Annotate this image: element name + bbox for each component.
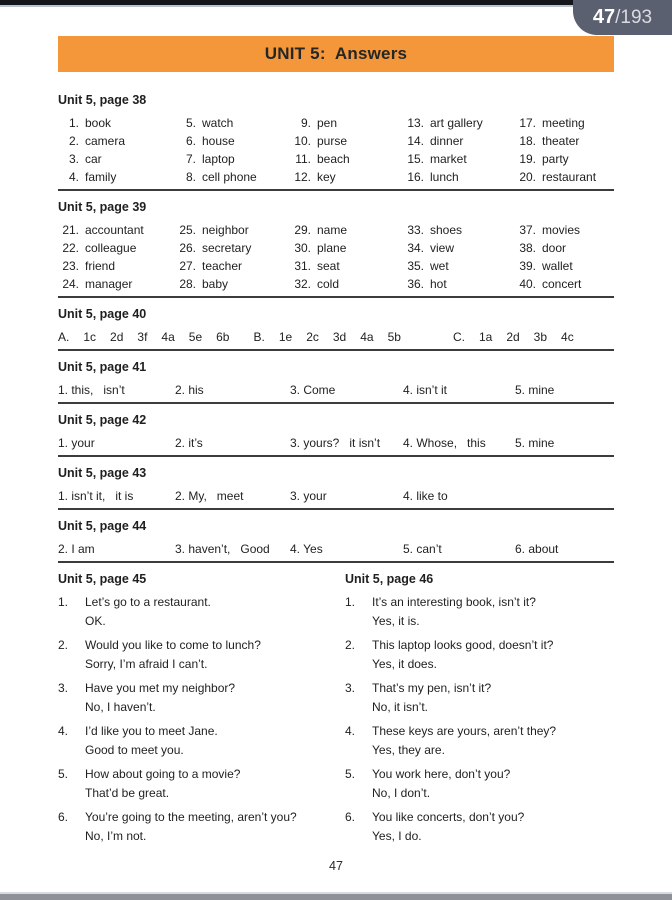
- qa-number: 3.: [58, 681, 69, 695]
- page-counter-badge: [573, 0, 672, 35]
- item-word: restaurant: [542, 170, 597, 184]
- qa-item: [58, 679, 345, 717]
- section-title: Unit 5, page 40: [58, 307, 147, 321]
- qa-number: 4.: [58, 724, 69, 738]
- page-counter-total: /193: [615, 6, 653, 28]
- letter-answer: 1a: [478, 330, 493, 344]
- item-number: 6.: [185, 134, 196, 148]
- item-number: 18.: [519, 134, 536, 148]
- answer-section: [58, 199, 614, 298]
- word-column: [515, 114, 614, 186]
- inline-answer: 5. mine: [515, 383, 555, 397]
- qa-number: 3.: [345, 681, 356, 695]
- item-word: market: [430, 152, 467, 166]
- answer-section: [58, 306, 614, 351]
- item-word: seat: [317, 259, 340, 273]
- word-item: [290, 239, 403, 257]
- qa-number: 2.: [345, 638, 356, 652]
- inline-answer-row: [58, 381, 614, 399]
- item-word: purse: [317, 134, 348, 148]
- word-item: [515, 114, 614, 132]
- item-word: cell phone: [202, 170, 257, 184]
- qa-question: How about going to a movie?: [85, 767, 241, 781]
- qa-number: 4.: [345, 724, 356, 738]
- inline-answer: 3. yours? it isn’t: [290, 436, 381, 450]
- word-item: [403, 150, 515, 168]
- inline-answer-row: [58, 487, 614, 505]
- qa-answer: OK.: [85, 614, 106, 628]
- word-item: [515, 257, 614, 275]
- word-item: [175, 239, 290, 257]
- word-item: [175, 257, 290, 275]
- item-word: concert: [542, 277, 582, 291]
- word-column: [175, 114, 290, 186]
- item-word: wallet: [542, 259, 573, 273]
- item-word: friend: [85, 259, 116, 273]
- item-word: laptop: [202, 152, 235, 166]
- item-number: 14.: [407, 134, 424, 148]
- word-item: [515, 239, 614, 257]
- item-number: 2.: [68, 134, 79, 148]
- letter-group: [453, 328, 574, 346]
- section-divider: [58, 402, 614, 404]
- word-item: [403, 132, 515, 150]
- item-word: party: [542, 152, 569, 166]
- inline-answer: 6. about: [515, 542, 559, 556]
- item-number: 34.: [407, 241, 424, 255]
- inline-answer: 5. can’t: [403, 542, 442, 556]
- qa-text: [85, 636, 345, 674]
- item-number: 36.: [407, 277, 424, 291]
- qa-number: 6.: [58, 810, 69, 824]
- section-divider: [58, 189, 614, 191]
- word-column: [290, 114, 403, 186]
- item-number: 7.: [185, 152, 196, 166]
- inline-answer: 3. haven’t, Good: [175, 542, 270, 556]
- qa-columns: [58, 571, 614, 851]
- qa-number: 5.: [345, 767, 356, 781]
- window-bottom-bar: [0, 892, 672, 900]
- inline-answer: 4. like to: [403, 489, 448, 503]
- word-column: [403, 221, 515, 293]
- word-item: [58, 114, 175, 132]
- word-column: [290, 221, 403, 293]
- letter-answer: 3b: [533, 330, 548, 344]
- inline-answer: 2. it’s: [175, 436, 203, 450]
- word-item: [515, 168, 614, 186]
- item-number: 13.: [407, 116, 424, 130]
- letter-answer: 2d: [110, 330, 124, 344]
- section-divider: [58, 349, 614, 351]
- inline-answer-row: [58, 434, 614, 452]
- word-item: [175, 275, 290, 293]
- letter-group-label: C.: [452, 330, 465, 344]
- qa-item: [345, 765, 614, 803]
- section-title: Unit 5, page 42: [58, 413, 147, 427]
- qa-question: It’s an interesting book, isn’t it?: [372, 595, 536, 609]
- item-word: car: [85, 152, 102, 166]
- word-item: [403, 257, 515, 275]
- qa-question: Would you like to come to lunch?: [85, 638, 261, 652]
- item-number: 33.: [407, 223, 424, 237]
- unit-banner-title: UNIT 5: Answers: [264, 44, 408, 63]
- item-word: wet: [430, 259, 449, 273]
- letter-answer: 3d: [332, 330, 347, 344]
- word-item: [403, 239, 515, 257]
- item-word: lunch: [430, 170, 459, 184]
- letter-answer: 5b: [387, 330, 401, 344]
- inline-answer: 1. your: [58, 436, 95, 450]
- answer-section: [58, 412, 614, 457]
- qa-text: [85, 765, 345, 803]
- letter-answer-row: [58, 328, 614, 346]
- item-number: 12.: [294, 170, 311, 184]
- item-word: watch: [202, 116, 234, 130]
- letter-answer: 3f: [137, 330, 148, 344]
- word-item: [290, 275, 403, 293]
- word-item: [403, 275, 515, 293]
- item-word: key: [317, 170, 336, 184]
- qa-item: [345, 636, 614, 674]
- letter-answer: 2d: [506, 330, 520, 344]
- item-number: 39.: [519, 259, 536, 273]
- qa-question: These keys are yours, aren’t they?: [372, 724, 557, 738]
- item-number: 10.: [294, 134, 311, 148]
- item-number: 21.: [62, 223, 79, 237]
- item-word: neighbor: [202, 223, 249, 237]
- word-item: [290, 114, 403, 132]
- qa-text: [372, 593, 614, 631]
- qa-answer: That’d be great.: [85, 786, 170, 800]
- section-divider: [58, 561, 614, 563]
- item-number: 24.: [62, 277, 79, 291]
- inline-answer: 1. this, isn’t: [58, 383, 125, 397]
- word-item: [515, 150, 614, 168]
- qa-section: [58, 571, 345, 851]
- word-item: [58, 221, 175, 239]
- item-word: theater: [542, 134, 580, 148]
- item-number: 17.: [519, 116, 536, 130]
- section-title: Unit 5, page 39: [58, 200, 147, 214]
- inline-answer: 1. isn’t it, it is: [58, 489, 134, 503]
- word-column: [515, 221, 614, 293]
- item-word: house: [202, 134, 235, 148]
- item-number: 1.: [68, 116, 79, 130]
- qa-answer: Yes, I do.: [372, 829, 422, 843]
- answer-section: [58, 465, 614, 510]
- section-title: Unit 5, page 44: [58, 519, 147, 533]
- inline-answer: 2. I am: [58, 542, 95, 556]
- qa-item: [58, 593, 345, 631]
- word-item: [290, 132, 403, 150]
- inline-answer: 4. isn’t it: [403, 383, 448, 397]
- section-title: Unit 5, page 41: [58, 360, 147, 374]
- letter-answer: 1e: [278, 330, 293, 344]
- item-number: 15.: [407, 152, 424, 166]
- inline-answer: 4. Yes: [290, 542, 323, 556]
- item-word: art gallery: [430, 116, 483, 130]
- word-item: [515, 221, 614, 239]
- word-item: [515, 132, 614, 150]
- word-item: [58, 239, 175, 257]
- qa-item: [58, 636, 345, 674]
- qa-section-title: Unit 5, page 45: [58, 572, 147, 586]
- word-item: [58, 168, 175, 186]
- item-number: 22.: [62, 241, 79, 255]
- section-title: Unit 5, page 43: [58, 466, 147, 480]
- word-item: [290, 168, 403, 186]
- answer-section: [58, 359, 614, 404]
- qa-question: That’s my pen, isn’t it?: [372, 681, 492, 695]
- item-word: hot: [430, 277, 447, 291]
- item-word: baby: [202, 277, 229, 291]
- item-word: view: [430, 241, 455, 255]
- answer-section: [58, 518, 614, 563]
- item-number: 27.: [179, 259, 196, 273]
- item-number: 3.: [68, 152, 79, 166]
- qa-text: [85, 679, 345, 717]
- item-word: shoes: [430, 223, 463, 237]
- item-number: 29.: [294, 223, 311, 237]
- item-number: 31.: [294, 259, 311, 273]
- word-item: [175, 132, 290, 150]
- word-item: [58, 275, 175, 293]
- section-title: Unit 5, page 38: [58, 93, 147, 107]
- qa-answer: Good to meet you.: [85, 743, 184, 757]
- item-word: pen: [317, 116, 338, 130]
- letter-answer: 4a: [360, 330, 374, 344]
- word-column: [58, 221, 175, 293]
- qa-text: [372, 808, 614, 846]
- letter-answer: 1c: [83, 330, 97, 344]
- letter-group: [58, 328, 229, 346]
- word-item: [290, 221, 403, 239]
- qa-answer: Yes, it is.: [372, 614, 420, 628]
- qa-answer: No, I haven’t.: [85, 700, 156, 714]
- item-word: name: [317, 223, 348, 237]
- letter-group-label: B.: [253, 330, 265, 344]
- qa-item: [58, 765, 345, 803]
- item-word: accountant: [85, 223, 144, 237]
- item-number: 30.: [294, 241, 311, 255]
- qa-item: [58, 722, 345, 760]
- item-word: beach: [317, 152, 350, 166]
- qa-answer: No, it isn’t.: [372, 700, 429, 714]
- letter-group: [253, 328, 400, 346]
- qa-answer: No, I don’t.: [372, 786, 431, 800]
- inline-answer: 5. mine: [515, 436, 555, 450]
- inline-answer: 4. Whose, this: [403, 436, 486, 450]
- qa-text: [372, 765, 614, 803]
- qa-question: Have you met my neighbor?: [85, 681, 236, 695]
- qa-question: Let’s go to a restaurant.: [85, 595, 211, 609]
- item-number: 9.: [300, 116, 311, 130]
- qa-text: [85, 808, 345, 846]
- word-column: [403, 114, 515, 186]
- letter-answer: 4c: [561, 330, 574, 344]
- item-number: 8.: [185, 170, 196, 184]
- item-number: 38.: [519, 241, 536, 255]
- qa-question: I’d like you to meet Jane.: [85, 724, 218, 738]
- word-grid: [58, 221, 614, 293]
- word-item: [58, 257, 175, 275]
- letter-answer: 4a: [161, 330, 175, 344]
- qa-section-title: Unit 5, page 46: [345, 572, 434, 586]
- qa-number: 1.: [58, 595, 69, 609]
- word-item: [403, 168, 515, 186]
- word-item: [58, 150, 175, 168]
- qa-question: You work here, don’t you?: [372, 767, 511, 781]
- qa-number: 5.: [58, 767, 69, 781]
- item-word: door: [542, 241, 567, 255]
- qa-item: [345, 808, 614, 846]
- word-item: [175, 168, 290, 186]
- qa-answer: No, I’m not.: [85, 829, 147, 843]
- qa-item: [345, 722, 614, 760]
- item-number: 40.: [519, 277, 536, 291]
- section-divider: [58, 296, 614, 298]
- word-item: [175, 221, 290, 239]
- letter-answer: 6b: [216, 330, 230, 344]
- qa-text: [372, 679, 614, 717]
- answer-section: [58, 92, 614, 191]
- item-word: colleague: [85, 241, 137, 255]
- window-top-accent-line: [0, 5, 672, 7]
- qa-text: [372, 722, 614, 760]
- footer-page-number: 47: [329, 859, 343, 873]
- item-word: book: [85, 116, 112, 130]
- item-number: 26.: [179, 241, 196, 255]
- word-column: [58, 114, 175, 186]
- item-word: movies: [542, 223, 581, 237]
- qa-item: [58, 808, 345, 846]
- item-number: 20.: [519, 170, 536, 184]
- inline-answer-row: [58, 540, 614, 558]
- qa-answer: Sorry, I’m afraid I can’t.: [85, 657, 208, 671]
- qa-item: [345, 679, 614, 717]
- inline-answer: 3. Come: [290, 383, 336, 397]
- word-item: [290, 150, 403, 168]
- item-word: teacher: [202, 259, 243, 273]
- item-number: 19.: [519, 152, 536, 166]
- item-number: 11.: [295, 152, 311, 166]
- qa-question: This laptop looks good, doesn’t it?: [372, 638, 554, 652]
- inline-answer: 2. his: [175, 383, 204, 397]
- word-item: [175, 150, 290, 168]
- qa-number: 6.: [345, 810, 356, 824]
- item-number: 4.: [68, 170, 79, 184]
- page-counter-current: 47: [592, 6, 616, 28]
- item-word: meeting: [542, 116, 585, 130]
- qa-answer: Yes, they are.: [372, 743, 445, 757]
- item-word: plane: [317, 241, 347, 255]
- inline-answer: 2. My, meet: [175, 489, 244, 503]
- word-column: [175, 221, 290, 293]
- word-grid: [58, 114, 614, 186]
- letter-group-label: A.: [58, 330, 70, 344]
- item-word: manager: [85, 277, 133, 291]
- unit-banner: [58, 36, 614, 72]
- word-item: [175, 114, 290, 132]
- word-item: [403, 221, 515, 239]
- item-word: secretary: [202, 241, 252, 255]
- inline-answer: 3. your: [290, 489, 327, 503]
- qa-section: [345, 571, 614, 851]
- word-item: [58, 132, 175, 150]
- item-number: 28.: [179, 277, 196, 291]
- item-number: 23.: [62, 259, 79, 273]
- item-number: 35.: [407, 259, 424, 273]
- section-divider: [58, 455, 614, 457]
- qa-answer: Yes, it does.: [372, 657, 437, 671]
- qa-number: 1.: [345, 595, 356, 609]
- qa-text: [372, 636, 614, 674]
- letter-answer: 2c: [306, 330, 319, 344]
- item-number: 5.: [185, 116, 196, 130]
- word-item: [403, 114, 515, 132]
- answer-sections: [58, 92, 614, 563]
- word-item: [290, 257, 403, 275]
- item-number: 32.: [294, 277, 311, 291]
- item-number: 37.: [519, 223, 536, 237]
- item-number: 25.: [179, 223, 196, 237]
- word-item: [515, 275, 614, 293]
- qa-question: You’re going to the meeting, aren’t you?: [85, 810, 297, 824]
- qa-text: [85, 722, 345, 760]
- letter-answer: 5e: [188, 330, 203, 344]
- item-number: 16.: [407, 170, 424, 184]
- item-word: family: [85, 170, 117, 184]
- item-word: dinner: [430, 134, 464, 148]
- item-word: camera: [85, 134, 126, 148]
- item-word: cold: [317, 277, 340, 291]
- qa-number: 2.: [58, 638, 69, 652]
- section-divider: [58, 508, 614, 510]
- qa-item: [345, 593, 614, 631]
- qa-text: [85, 593, 345, 631]
- qa-question: You like concerts, don’t you?: [372, 810, 525, 824]
